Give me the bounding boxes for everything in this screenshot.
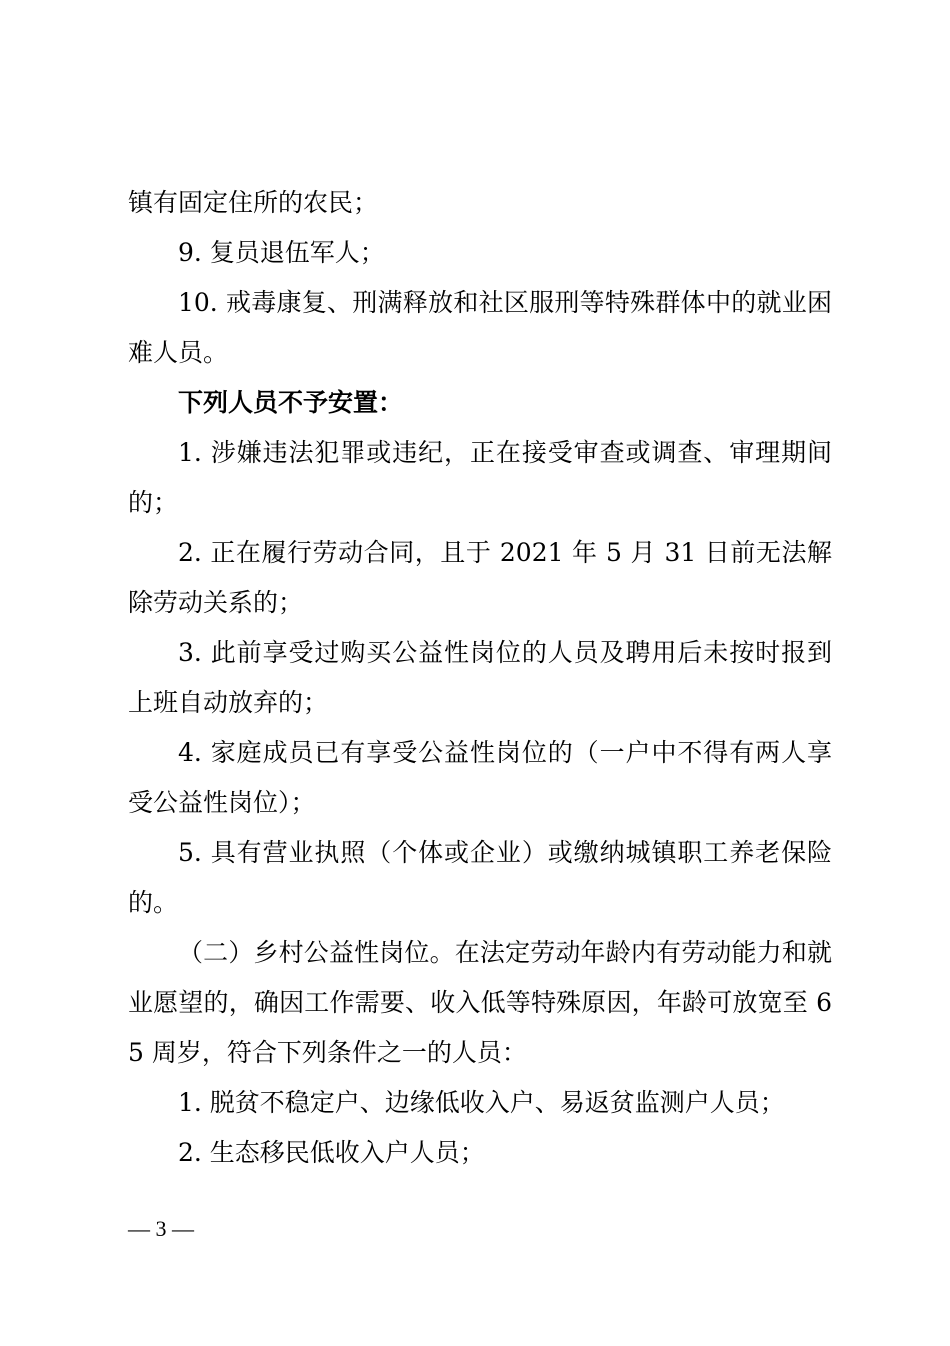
paragraph: 10. 戒毒康复、刑满释放和社区服刑等特殊群体中的就业困难人员。 — [128, 288, 832, 367]
paragraph: 2. 生态移民低收入户人员； — [178, 1138, 485, 1167]
paragraph: 1. 脱贫不稳定户、边缘低收入户、易返贫监测户人员； — [178, 1088, 785, 1117]
paragraph: （二）乡村公益性岗位。在法定劳动年龄内有劳动能力和就业愿望的，确因工作需要、收入低等特殊原因，年龄可放宽至 65 周岁，符合下列条件之一的人员： — [128, 938, 832, 1067]
paragraph: 2. 正在履行劳动合同，且于 2021 年 5 月 31 日前无法解除劳动关系的； — [128, 538, 832, 617]
paragraph: 4. 家庭成员已有享受公益性岗位的（一户中不得有两人享受公益性岗位）； — [128, 738, 832, 817]
paragraph: 5. 具有营业执照（个体或企业）或缴纳城镇职工养老保险的。 — [128, 838, 832, 917]
paragraph: 3. 此前享受过购买公益性岗位的人员及聘用后未按时报到上班自动放弃的； — [128, 638, 832, 717]
paragraph: 9. 复员退伍军人； — [178, 238, 385, 267]
paragraph: 1. 涉嫌违法犯罪或违纪，正在接受审查或调查、审理期间的； — [128, 438, 832, 517]
document-body — [128, 178, 832, 1178]
page-number: — 3 — — [128, 1216, 194, 1241]
paragraph: 镇有固定住所的农民； — [128, 188, 379, 217]
section-heading: 下列人员不予安置： — [178, 388, 404, 417]
